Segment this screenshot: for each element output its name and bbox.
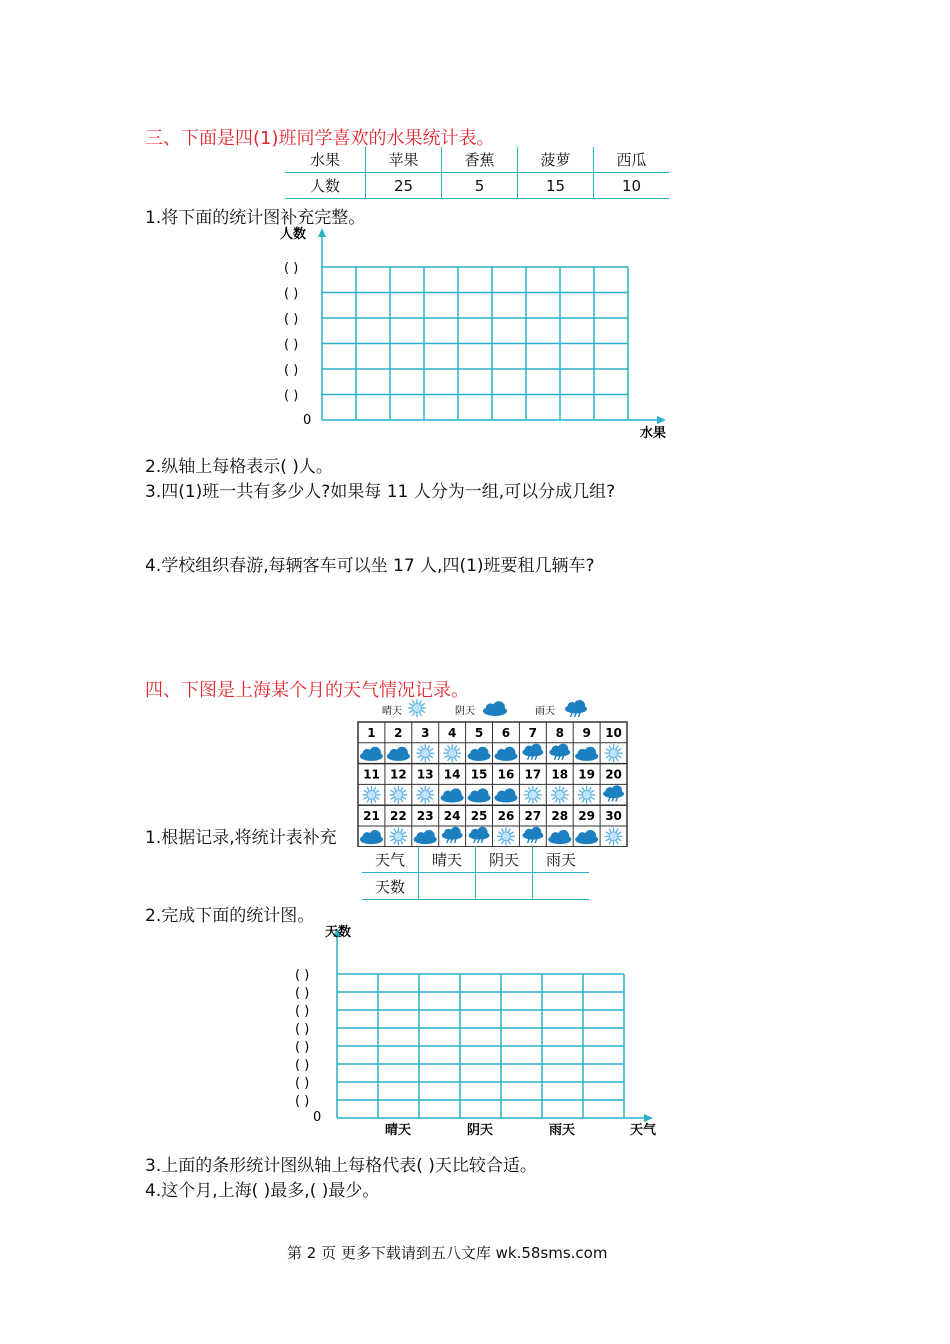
table-cell: 天气	[362, 846, 419, 873]
table-cell: 5	[442, 173, 518, 199]
calendar-day: 2	[394, 726, 403, 740]
sun-icon	[362, 786, 380, 804]
section4-question-2: 2.完成下面的统计图。	[145, 906, 315, 926]
tick-placeholder: ( )	[295, 1094, 310, 1109]
section3-question-2: 2.纵轴上每格表示( )人。	[145, 457, 333, 477]
table-cell: 苹果	[366, 147, 442, 173]
cloud-icon	[548, 830, 571, 844]
calendar-day: 13	[416, 767, 434, 782]
weather-chart-ticks	[295, 968, 309, 1109]
calendar-day: 9	[582, 726, 591, 740]
tick-placeholder: ( )	[295, 986, 310, 1001]
table-cell: 阴天	[476, 846, 533, 873]
category-label: 晴天	[384, 1123, 412, 1138]
x-axis-label: 水果	[640, 426, 667, 441]
weather-table-header-row	[362, 846, 589, 873]
tick-placeholder: ( )	[295, 1076, 310, 1091]
cloud-icon	[483, 701, 507, 716]
cloud-icon	[575, 830, 598, 844]
table-cell: 15	[518, 173, 594, 199]
x-axis-label: 天气	[630, 1123, 657, 1138]
fruit-table	[285, 147, 669, 199]
weather-calendar	[355, 697, 630, 847]
calendar-day: 19	[578, 767, 596, 782]
section3-question-4: 4.学校组织春游,每辆客车可以坐 17 人,四(1)班要租几辆车?	[145, 556, 595, 576]
calendar-day: 10	[605, 726, 622, 740]
calendar-day: 6	[501, 726, 511, 740]
rain-icon	[442, 827, 463, 843]
calendar-day: 5	[474, 726, 484, 740]
tick-placeholder: ( )	[295, 1022, 310, 1037]
tick-placeholder: ( )	[295, 1004, 310, 1019]
table-cell: 雨天	[533, 846, 590, 873]
tick-placeholder: ( )	[295, 1058, 310, 1073]
table-cell	[476, 873, 533, 900]
table-cell: 25	[366, 173, 442, 199]
cloud-icon	[360, 747, 383, 761]
calendar-day: 14	[443, 767, 461, 782]
sun-icon	[443, 744, 461, 762]
calendar-day: 22	[389, 809, 407, 824]
category-label: 雨天	[548, 1123, 576, 1138]
tick-placeholder: ( )	[284, 286, 299, 302]
calendar-day: 4	[447, 726, 457, 740]
sun-icon	[497, 827, 515, 845]
cloud-icon	[387, 747, 410, 761]
tick-placeholder: ( )	[284, 261, 299, 276]
calendar-day: 17	[524, 767, 542, 782]
table-cell: 菠萝	[518, 147, 594, 173]
weather-chart-categories	[385, 1122, 575, 1138]
table-cell: 天数	[374, 877, 405, 896]
legend-label: 晴天	[382, 706, 402, 717]
calendar-day: 3	[421, 726, 430, 740]
fruit-table-value-row	[285, 173, 669, 199]
section4-heading: 四、下图是上海某个月的天气情况记录。	[145, 680, 469, 701]
tick-placeholder: ( )	[284, 388, 299, 404]
sun-icon	[389, 786, 407, 804]
table-cell: 西瓜	[594, 147, 670, 173]
y-axis-arrow-icon	[318, 228, 326, 237]
fruit-chart-ticks	[284, 261, 298, 404]
rain-icon	[522, 827, 543, 843]
page-footer: 第 2 页 更多下载请到五八文库 wk.58sms.com	[287, 1244, 608, 1262]
cloud-icon	[494, 788, 517, 802]
tick-placeholder: ( )	[284, 337, 299, 353]
cloud-icon	[575, 747, 598, 761]
calendar-day: 28	[551, 809, 569, 824]
tick-placeholder: ( )	[295, 968, 310, 983]
y-axis-label: 天数	[325, 925, 352, 940]
rain-icon	[469, 827, 490, 843]
calendar-day: 1	[367, 726, 376, 740]
calendar-day: 27	[524, 809, 542, 824]
sun-icon	[416, 786, 434, 804]
legend-label: 阴天	[455, 706, 475, 717]
section4-question-3: 3.上面的条形统计图纵轴上每格代表( )天比较合适。	[145, 1156, 537, 1176]
cloud-icon	[414, 830, 437, 844]
table-cell: 10	[594, 173, 670, 199]
section4-question-4: 4.这个月,上海( )最多,( )最少。	[145, 1181, 380, 1201]
rain-icon	[549, 744, 570, 760]
calendar-grid	[358, 722, 627, 847]
tick-placeholder: ( )	[284, 312, 299, 327]
origin-label: 0	[303, 413, 312, 428]
cloud-icon	[360, 830, 383, 844]
rain-icon	[565, 700, 587, 717]
section3-question-1: 1.将下面的统计图补充完整。	[145, 208, 366, 228]
sun-icon	[408, 699, 426, 717]
section4-question-1: 1.根据记录,将统计表补充	[145, 828, 337, 848]
table-cell	[419, 873, 476, 900]
calendar-day: 26	[497, 809, 515, 824]
calendar-day: 16	[497, 767, 515, 782]
x-axis-arrow-icon	[657, 416, 666, 424]
calendar-day: 12	[389, 767, 407, 782]
sun-icon	[605, 827, 623, 845]
calendar-day: 21	[363, 809, 380, 824]
table-cell: 水果	[285, 147, 366, 173]
sun-icon	[605, 744, 623, 762]
weather-chart-grid	[337, 974, 624, 1118]
sun-icon	[416, 744, 434, 762]
cloud-icon	[468, 747, 491, 761]
weather-table-value-row	[362, 873, 589, 900]
calendar-day: 23	[416, 809, 434, 824]
calendar-day: 30	[605, 809, 622, 824]
calendar-day: 15	[470, 767, 488, 782]
calendar-day: 18	[551, 767, 569, 782]
origin-label: 0	[313, 1110, 322, 1125]
rain-icon	[603, 785, 624, 801]
category-label: 阴天	[466, 1123, 494, 1138]
tick-placeholder: ( )	[295, 1040, 310, 1055]
calendar-day: 24	[443, 809, 461, 824]
tick-placeholder: ( )	[284, 363, 299, 378]
legend-label: 雨天	[535, 706, 555, 717]
table-cell: 香蕉	[442, 147, 518, 173]
section3-heading: 三、下面是四(1)班同学喜欢的水果统计表。	[145, 128, 495, 149]
fruit-table-header-row	[285, 147, 669, 173]
calendar-day: 20	[605, 767, 622, 782]
y-axis-label: 人数	[280, 227, 307, 242]
sun-icon	[578, 786, 596, 804]
table-cell: 人数	[309, 177, 340, 195]
weather-legend	[382, 699, 587, 717]
calendar-day: 7	[528, 726, 538, 740]
cloud-icon	[494, 747, 517, 761]
x-axis-arrow-icon	[644, 1114, 653, 1122]
sun-icon	[389, 827, 407, 845]
fruit-chart-grid	[322, 267, 628, 420]
calendar-day: 11	[363, 767, 380, 782]
section3-question-3: 3.四(1)班一共有多少人?如果每 11 人分为一组,可以分成几组?	[145, 482, 616, 502]
rain-icon	[522, 744, 543, 760]
calendar-day: 29	[578, 809, 596, 824]
table-cell	[533, 873, 590, 900]
cloud-icon	[468, 788, 491, 802]
table-cell: 晴天	[419, 846, 476, 873]
calendar-day: 25	[470, 809, 488, 824]
fruit-chart	[270, 222, 690, 444]
cloud-icon	[441, 788, 464, 802]
weather-chart	[285, 922, 670, 1144]
sun-icon	[524, 786, 542, 804]
calendar-day: 8	[555, 726, 564, 740]
sun-icon	[551, 786, 569, 804]
weather-table	[362, 846, 589, 900]
